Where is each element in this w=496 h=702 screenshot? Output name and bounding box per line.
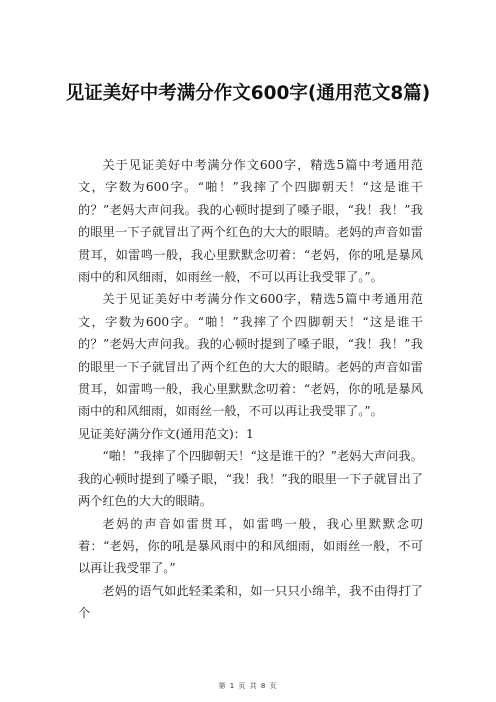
paragraph-summary-2: 关于见证美好中考满分作文600字，精选5篇中考通用范文，字数为600字。“啪！”我摔了个四脚朝天！“这是谁干的？”老妈大声问我。我的心顿时提到了嗓子眼，“我！我！”我的眼里一下子就冒出了两个红色的大大的眼睛。老妈的声音如雷贯耳，如雷鸣一般，我心里默默念叨着：“老妈，你的吼是暴风雨中的和风细雨，如雨丝一般，不可以再让我受罪了。”。 [78, 292, 423, 419]
document-title: 见证美好中考满分作文600字(通用范文8篇) [65, 83, 431, 104]
paragraph-body-3: 老妈的语气如此轻柔柔和，如一只只小绵羊，我不由得打了个 [78, 583, 423, 621]
section-heading: 见证美好满分作文(通用范文)：1 [78, 426, 254, 441]
page-number: 第 1 页 共 8 页 [218, 682, 278, 690]
paragraph-body-1: “啪！”我摔了个四脚朝天！“这是谁干的？”老妈大声问我。我的心顿时提到了嗓子眼，“我！我！”我的眼里一下子就冒出了两个红色的大大的眼睛。 [78, 449, 423, 509]
document-body [78, 154, 423, 625]
paragraph-body-2: 老妈的声音如雷贯耳，如雷鸣一般，我心里默默念叨着：“老妈，你的吼是暴风雨中的和风细雨，如雨丝一般，不可以再让我受罪了。” [78, 516, 423, 576]
paragraph-summary-1: 关于见证美好中考满分作文600字，精选5篇中考通用范文，字数为600字。“啪！”我摔了个四脚朝天！“这是谁干的？”老妈大声问我。我的心顿时提到了嗓子眼，“我！我！”我的眼里一下子就冒出了两个红色的大大的眼睛。老妈的声音如雷贯耳，如雷鸣一般，我心里默默念叨着：“老妈，你的吼是暴风雨中的和风细雨，如雨丝一般，不可以再让我受罪了。”。 [78, 158, 423, 285]
